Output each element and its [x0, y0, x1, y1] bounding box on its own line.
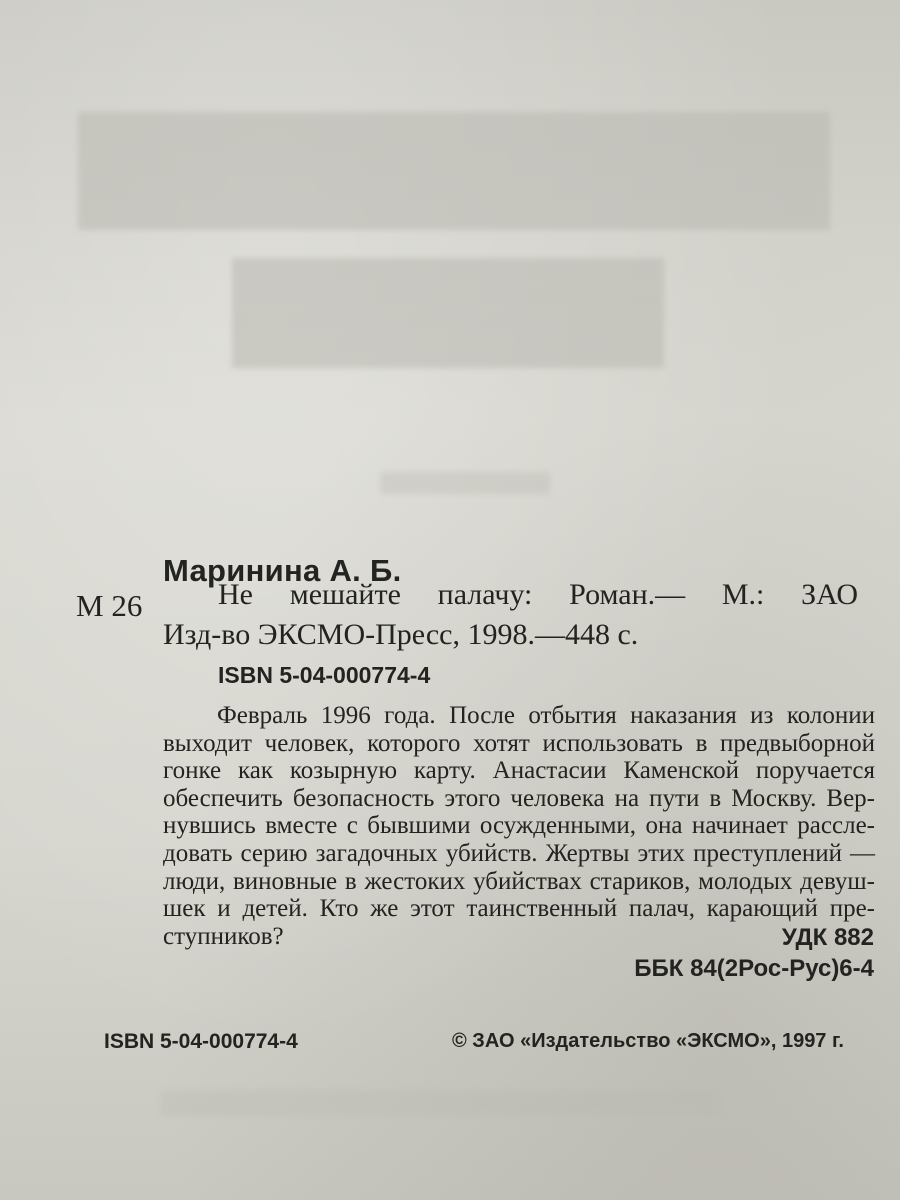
bbk-index: ББК 84(2Рос-Рус)6-4 — [634, 955, 874, 982]
annotation-line: гонке как козырную карту. Анастасии Каменской поручается — [163, 757, 875, 785]
author-name: Маринина А. Б. — [163, 553, 402, 588]
annotation-line: ступников? — [163, 922, 284, 950]
bleed-through-footer-shadow — [160, 1090, 720, 1116]
publisher-line: Изд-во ЭКСМО-Пресс, 1998.—448 с. — [163, 618, 639, 651]
isbn-footer: ISBN 5-04-000774-4 — [104, 1030, 298, 1053]
udk-index: УДК 882 — [781, 924, 874, 951]
annotation-line: Февраль 1996 года. После отбытия наказания из колонии — [217, 702, 875, 729]
annotation-paragraph — [163, 702, 875, 950]
book-title-line: Не мешайте палачу: Роман.— М.: ЗАО — [218, 578, 858, 611]
bleed-through-title-shadow — [78, 112, 830, 230]
bleed-through-ornament-shadow — [380, 472, 550, 494]
author-mark-code: М 26 — [76, 588, 143, 623]
isbn-catalog: ISBN 5-04-000774-4 — [218, 662, 431, 688]
annotation-line: выходит человек, которого хотят использовать в предвыборной — [163, 729, 875, 757]
annotation-line: шек и детей. Кто же этот таинственный палач, карающий пре- — [163, 895, 875, 923]
annotation-line: нувшись вместе с бывшими осужденными, она начинает рассле- — [163, 812, 875, 840]
annotation-line: обеспечить безопасность этого человека на пути в Москву. Вер- — [163, 784, 875, 812]
annotation-line: люди, виновные в жестоких убийствах стариков, молодых девуш- — [163, 867, 875, 895]
annotation-line: довать серию загадочных убийств. Жертвы этих преступлений — — [163, 839, 875, 867]
copyright-notice: © ЗАО «Издательство «ЭКСМО», 1997 г. — [452, 1030, 844, 1052]
bleed-through-subtitle-shadow — [232, 258, 664, 368]
